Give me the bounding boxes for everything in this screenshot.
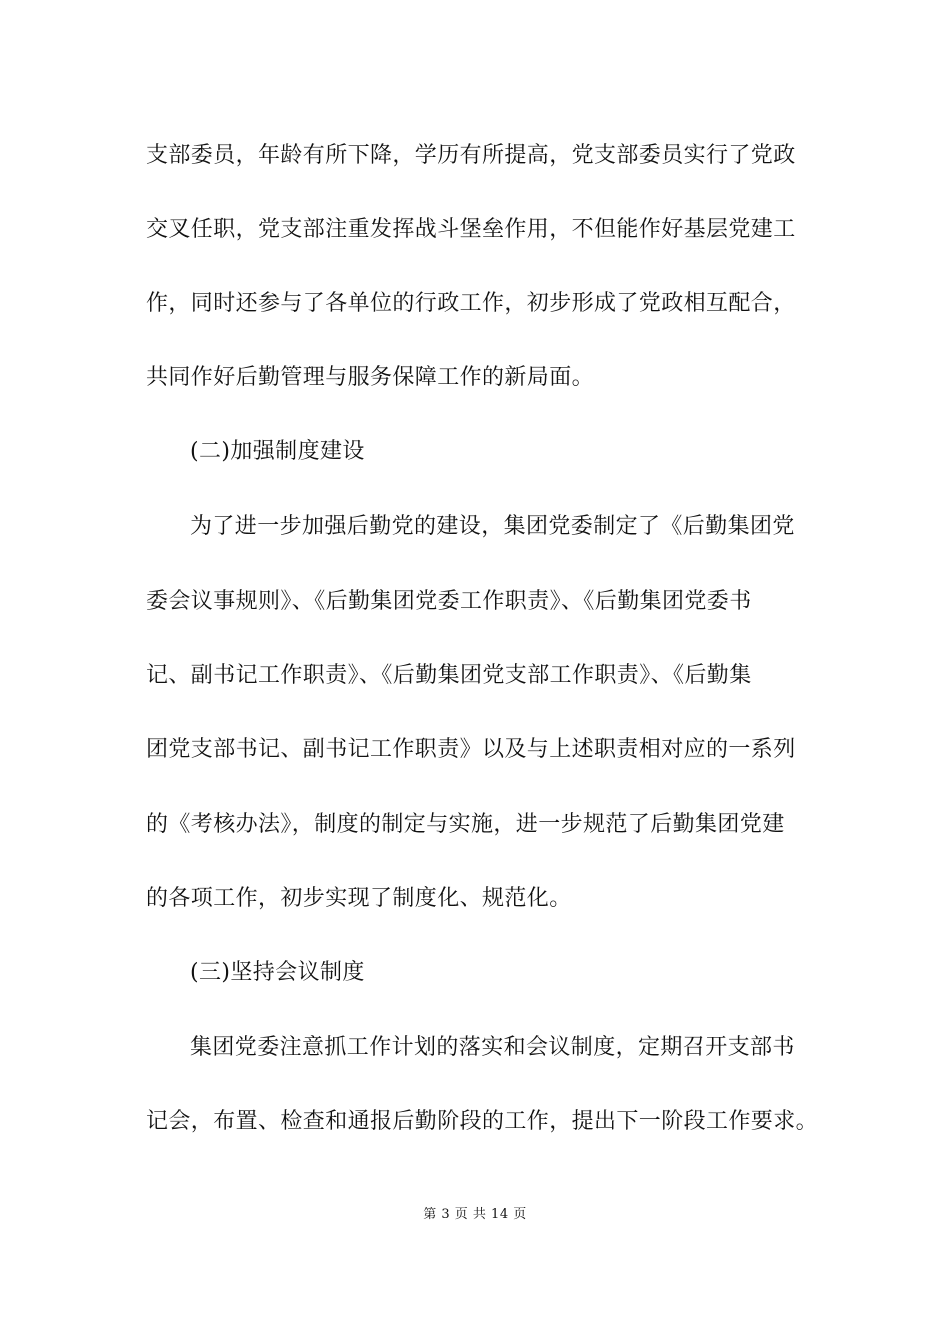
paragraph-line: 共同作好后勤管理与服务保障工作的新局面。 — [146, 365, 595, 390]
paragraph-line: 委会议事规则》、《后勤集团党委工作职责》、《后勤集团党委书 — [146, 589, 752, 614]
paragraph-line: 支部委员，年龄有所下降，学历有所提高，党支部委员实行了党政 — [146, 143, 796, 168]
paragraph-line: 为了进一步加强后勤党的建设，集团党委制定了《后勤集团党 — [190, 514, 795, 539]
page-number: 第 3 页 共 14 页 — [423, 1207, 527, 1222]
section-heading: (二)加强制度建设 — [190, 439, 365, 464]
section-heading: (三)坚持会议制度 — [190, 960, 365, 985]
paragraph-line: 记、副书记工作职责》、《后勤集团党支部工作职责》、《后勤集 — [146, 663, 752, 688]
paragraph-line: 团党支部书记、副书记工作职责》以及与上述职责相对应的一系列 — [146, 737, 796, 762]
paragraph-line: 的各项工作，初步实现了制度化、规范化。 — [146, 886, 572, 911]
paragraph-line: 交叉任职，党支部注重发挥战斗堡垒作用，不但能作好基层党建工 — [146, 217, 796, 242]
paragraph-line: 记会，布置、检查和通报后勤阶段的工作，提出下一阶段工作要求。 — [146, 1109, 819, 1134]
paragraph-line: 集团党委注意抓工作计划的落实和会议制度，定期召开支部书 — [190, 1035, 795, 1060]
paragraph-line: 的《考核办法》，制度的制定与实施，进一步规范了后勤集团党建 — [146, 812, 785, 837]
paragraph-line: 作，同时还参与了各单位的行政工作，初步形成了党政相互配合， — [146, 291, 796, 316]
